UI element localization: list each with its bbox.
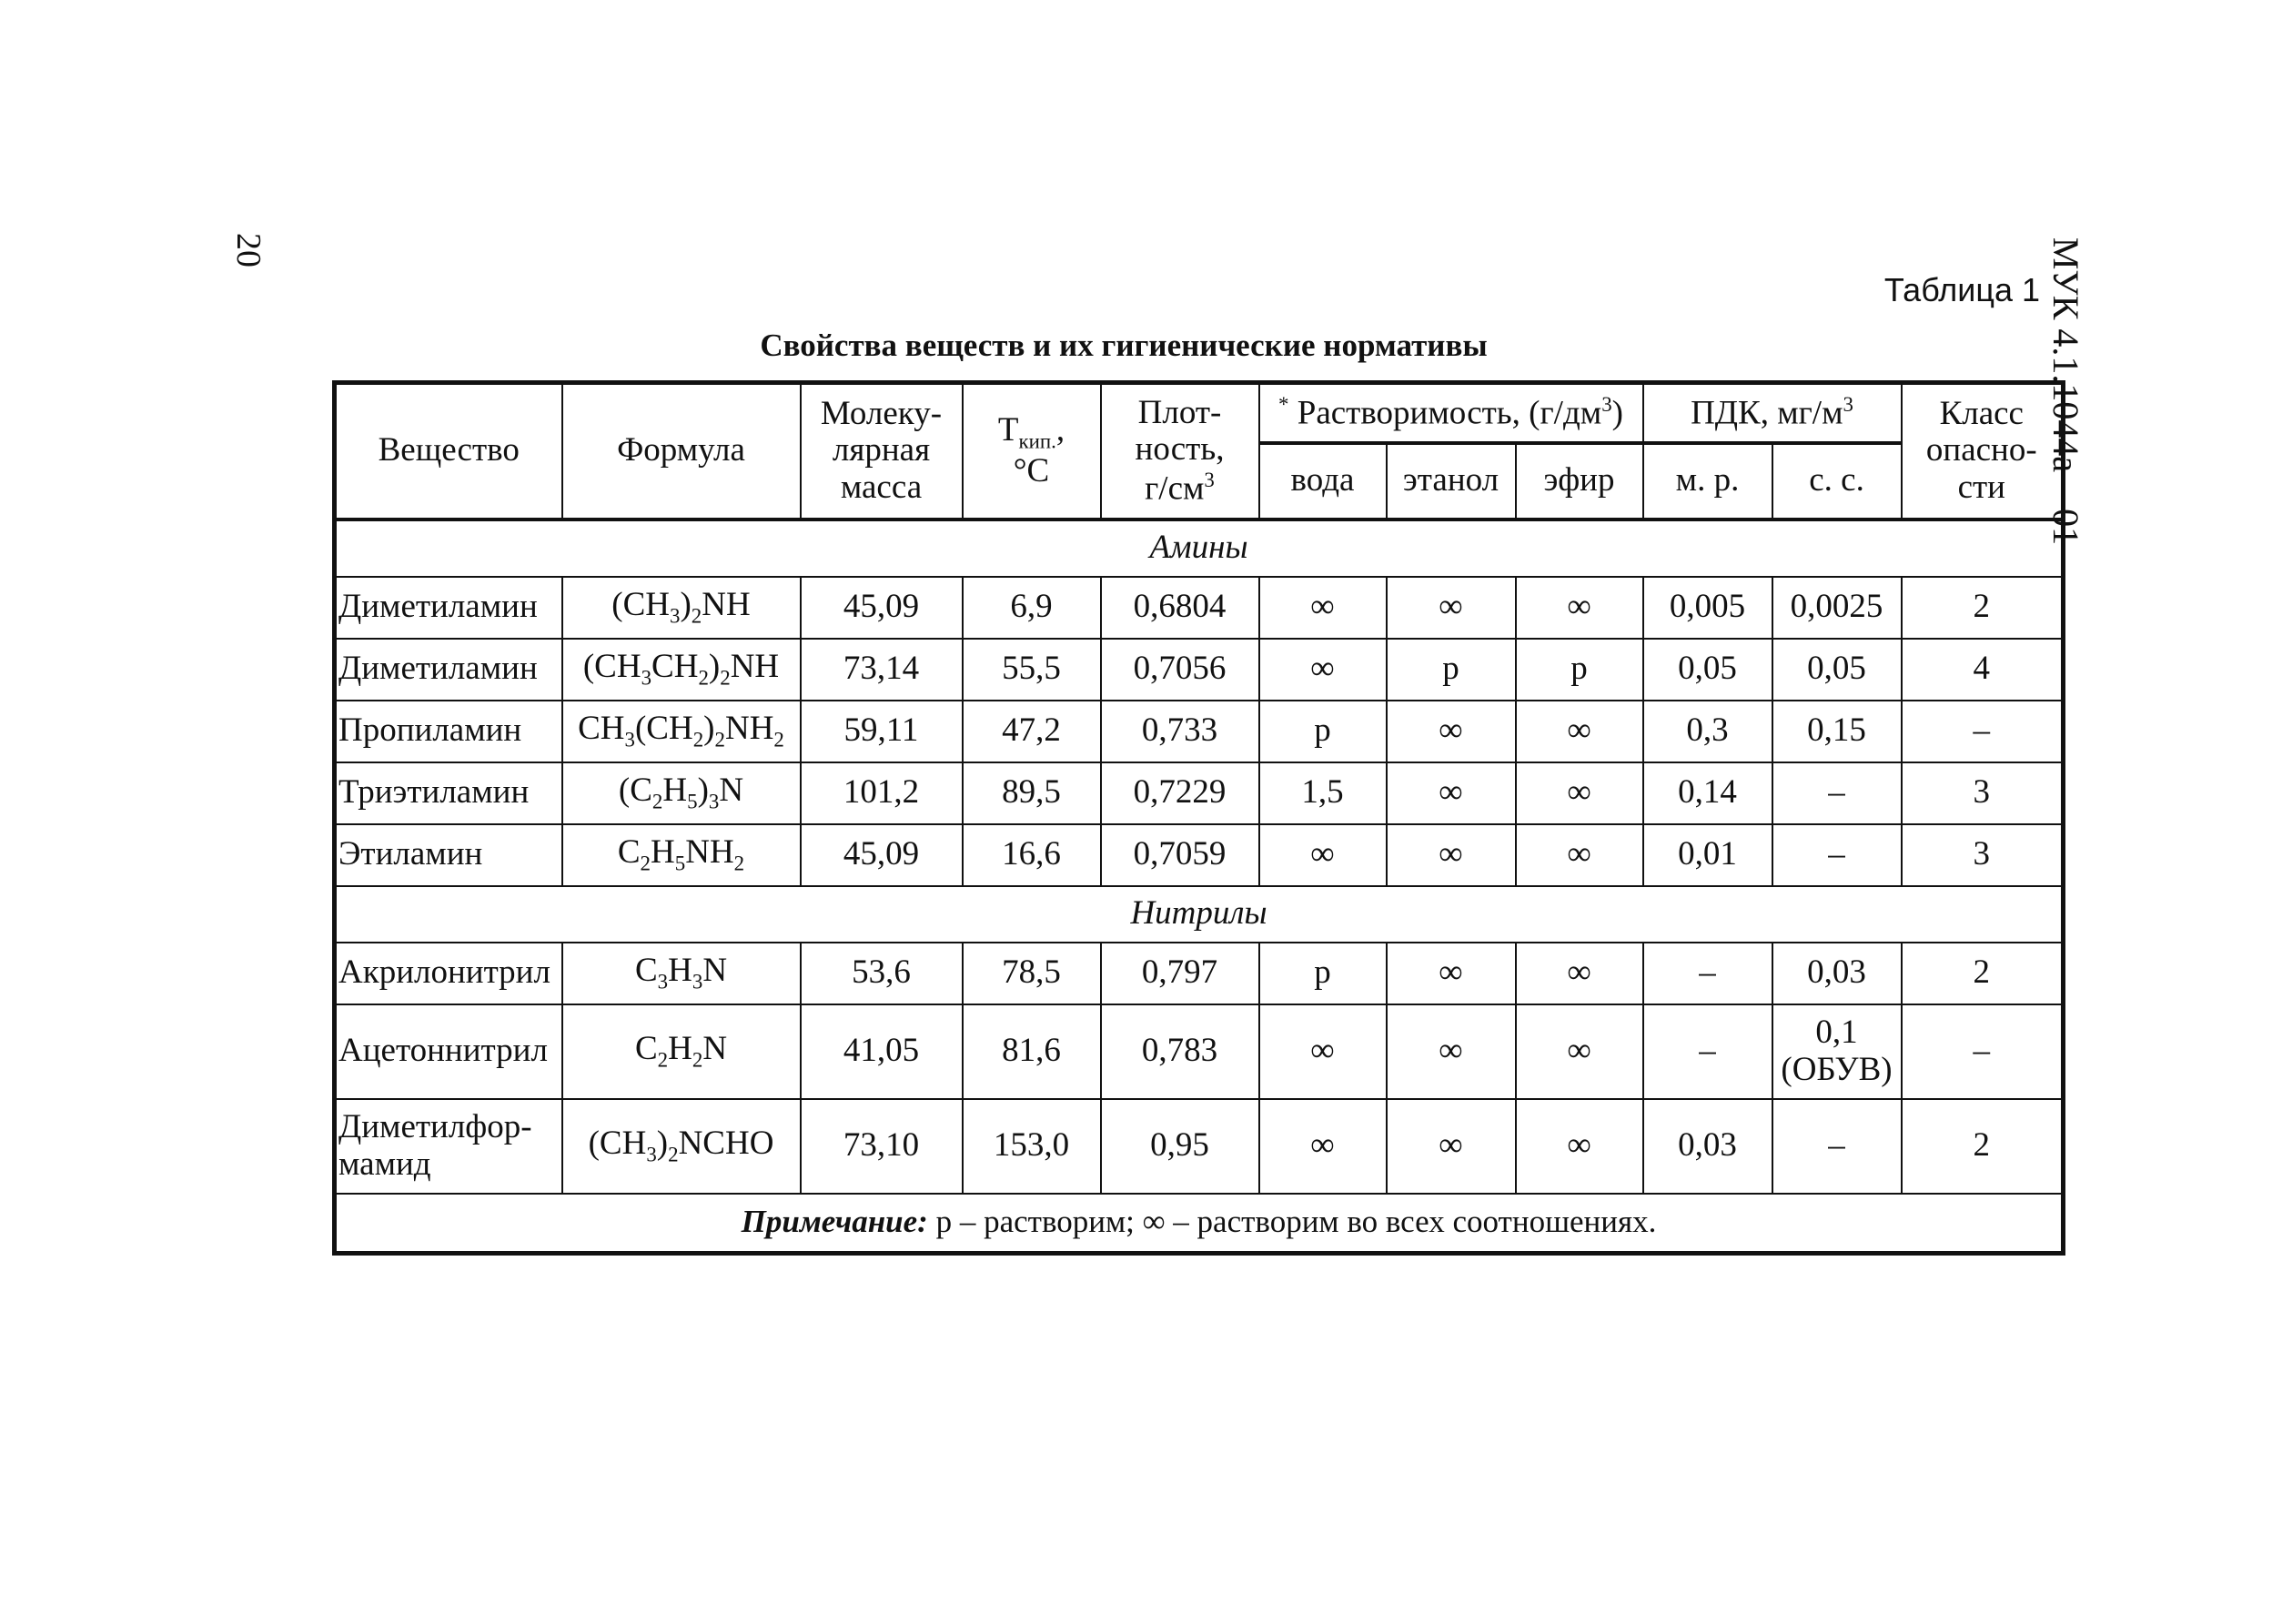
cell-pdk-mr: 0,3	[1643, 701, 1772, 762]
cell-ether: ∞	[1516, 943, 1643, 1004]
cell-tboil: 89,5	[963, 762, 1101, 824]
document-code: МУК 4.1.1044а—01	[2045, 237, 2086, 546]
cell-substance: Диметиламин	[335, 577, 562, 639]
header-boiling-point: $T_{кип.}$, °C	[963, 383, 1101, 519]
cell-mass: 41,05	[801, 1004, 963, 1099]
cell-ether: р	[1516, 639, 1643, 701]
table-note-row	[335, 1194, 2064, 1254]
properties-table	[332, 380, 2065, 1256]
cell-ether: ∞	[1516, 1099, 1643, 1194]
cell-substance: Ацетоннитрил	[335, 1004, 562, 1099]
header-density: Плот-ность, $г/см^3$	[1101, 383, 1259, 519]
cell-class: –	[1902, 701, 2064, 762]
table-row	[335, 824, 2064, 886]
cell-class: –	[1902, 1004, 2064, 1099]
table-row	[335, 701, 2064, 762]
cell-density: 0,95	[1101, 1099, 1259, 1194]
cell-ether: ∞	[1516, 762, 1643, 824]
note-text: р – растворим; ∞ – растворим во всех соотношениях.	[927, 1204, 1657, 1240]
cell-ethanol: ∞	[1387, 824, 1516, 886]
cell-ethanol: ∞	[1387, 701, 1516, 762]
cell-pdk-mr: –	[1643, 943, 1772, 1004]
cell-water: ∞	[1259, 577, 1387, 639]
cell-formula: $C_3H_3N$	[562, 943, 801, 1004]
cell-formula: $(CH_3)_2NCHO$	[562, 1099, 801, 1194]
cell-ether: ∞	[1516, 824, 1643, 886]
cell-pdk-ss: 0,03	[1772, 943, 1902, 1004]
cell-tboil: 47,2	[963, 701, 1101, 762]
cell-density: 0,6804	[1101, 577, 1259, 639]
cell-tboil: 78,5	[963, 943, 1101, 1004]
cell-ethanol: р	[1387, 639, 1516, 701]
cell-pdk-ss: 0,05	[1772, 639, 1902, 701]
cell-water: ∞	[1259, 824, 1387, 886]
header-ethanol: этанол	[1387, 443, 1516, 519]
cell-pdk-mr: 0,01	[1643, 824, 1772, 886]
cell-tboil: 6,9	[963, 577, 1101, 639]
table-row	[335, 1004, 2064, 1099]
cell-substance: Пропиламин	[335, 701, 562, 762]
cell-pdk-mr: 0,14	[1643, 762, 1772, 824]
cell-tboil: 81,6	[963, 1004, 1101, 1099]
cell-water: ∞	[1259, 1099, 1387, 1194]
cell-water: ∞	[1259, 639, 1387, 701]
header-pdk-mr: м. р.	[1643, 443, 1772, 519]
header-water: вода	[1259, 443, 1387, 519]
cell-class: 4	[1902, 639, 2064, 701]
cell-pdk-ss: –	[1772, 762, 1902, 824]
cell-ethanol: ∞	[1387, 1099, 1516, 1194]
cell-ether: ∞	[1516, 577, 1643, 639]
section-amines: Амины	[335, 519, 2064, 577]
table-title: Свойства веществ и их гигиенические нормативы	[760, 328, 1488, 363]
header-solubility: * Растворимость, $(г/дм^3)$	[1259, 383, 1643, 443]
cell-substance: Акрилонитрил	[335, 943, 562, 1004]
cell-formula: $C_2H_5NH_2$	[562, 824, 801, 886]
cell-formula: $(CH_3CH_2)_2NH$	[562, 639, 801, 701]
table-row	[335, 762, 2064, 824]
header-substance: Вещество	[335, 383, 562, 519]
cell-class: 2	[1902, 1099, 2064, 1194]
cell-pdk-ss: 0,15	[1772, 701, 1902, 762]
table-row	[335, 1099, 2064, 1194]
cell-formula: $C_2H_2N$	[562, 1004, 801, 1099]
cell-pdk-ss: –	[1772, 824, 1902, 886]
cell-mass: 73,10	[801, 1099, 963, 1194]
table-row	[335, 639, 2064, 701]
cell-pdk-ss: 0,1 (ОБУВ)	[1772, 1004, 1902, 1099]
cell-mass: 45,09	[801, 577, 963, 639]
cell-substance: Диметиламин	[335, 639, 562, 701]
cell-density: 0,783	[1101, 1004, 1259, 1099]
header-pdk-ss: с. с.	[1772, 443, 1902, 519]
cell-formula: $(CH_3)_2NH$	[562, 577, 801, 639]
header-molar-mass: Молеку-лярная масса	[801, 383, 963, 519]
header-formula: Формула	[562, 383, 801, 519]
cell-pdk-mr: 0,05	[1643, 639, 1772, 701]
cell-class: 2	[1902, 577, 2064, 639]
cell-pdk-mr: –	[1643, 1004, 1772, 1099]
cell-formula: $CH_3(CH_2)_2NH_2$	[562, 701, 801, 762]
cell-ether: ∞	[1516, 701, 1643, 762]
cell-mass: 53,6	[801, 943, 963, 1004]
cell-tboil: 153,0	[963, 1099, 1101, 1194]
cell-water: р	[1259, 701, 1387, 762]
cell-substance: Триэтиламин	[335, 762, 562, 824]
cell-tboil: 16,6	[963, 824, 1101, 886]
cell-pdk-ss: –	[1772, 1099, 1902, 1194]
table-row	[335, 577, 2064, 639]
cell-ether: ∞	[1516, 1004, 1643, 1099]
cell-mass: 73,14	[801, 639, 963, 701]
cell-ethanol: ∞	[1387, 762, 1516, 824]
cell-water: ∞	[1259, 1004, 1387, 1099]
table-note	[335, 1194, 2064, 1254]
cell-density: 0,797	[1101, 943, 1259, 1004]
cell-water: 1,5	[1259, 762, 1387, 824]
section-nitriles: Нитрилы	[335, 886, 2064, 943]
cell-ethanol: ∞	[1387, 943, 1516, 1004]
cell-ethanol: ∞	[1387, 1004, 1516, 1099]
cell-tboil: 55,5	[963, 639, 1101, 701]
cell-density: 0,7229	[1101, 762, 1259, 824]
table-row	[335, 943, 2064, 1004]
cell-mass: 59,11	[801, 701, 963, 762]
cell-substance: Диметилфор-мамид	[335, 1099, 562, 1194]
cell-pdk-mr: 0,005	[1643, 577, 1772, 639]
cell-density: 0,7056	[1101, 639, 1259, 701]
note-label: Примечание:	[741, 1204, 928, 1240]
cell-pdk-mr: 0,03	[1643, 1099, 1772, 1194]
header-hazard-class: Класс опасно-сти	[1902, 383, 2064, 519]
cell-density: 0,733	[1101, 701, 1259, 762]
cell-ethanol: ∞	[1387, 577, 1516, 639]
cell-pdk-ss: 0,0025	[1772, 577, 1902, 639]
header-ether: эфир	[1516, 443, 1643, 519]
header-pdk: ПДК, $мг/м^3$	[1643, 383, 1902, 443]
cell-substance: Этиламин	[335, 824, 562, 886]
cell-water: р	[1259, 943, 1387, 1004]
cell-formula: $(C_2H_5)_3N$	[562, 762, 801, 824]
cell-class: 3	[1902, 762, 2064, 824]
cell-density: 0,7059	[1101, 824, 1259, 886]
cell-mass: 101,2	[801, 762, 963, 824]
cell-class: 2	[1902, 943, 2064, 1004]
table-label: Таблица 1	[1883, 271, 2040, 308]
cell-mass: 45,09	[801, 824, 963, 886]
page-number: 20	[229, 233, 268, 267]
cell-class: 3	[1902, 824, 2064, 886]
